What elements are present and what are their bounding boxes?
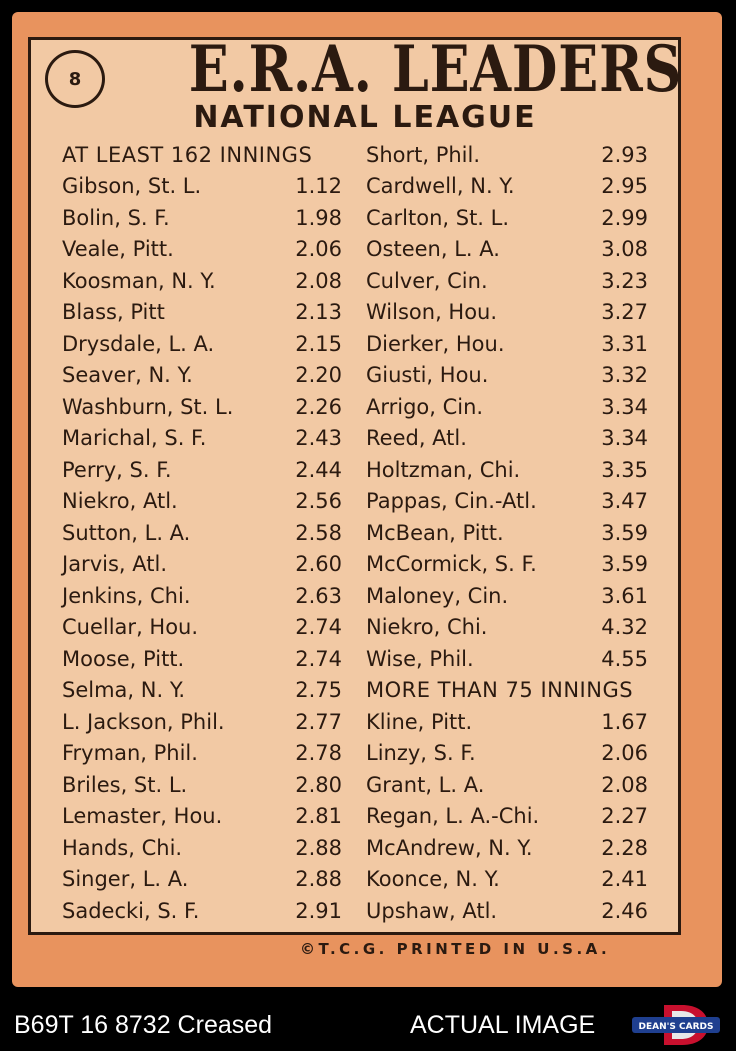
right-stat-75-row <box>366 801 648 833</box>
right-stat-row <box>366 612 648 644</box>
left-stat-row <box>62 265 342 297</box>
right-stat-row <box>366 549 648 581</box>
left-stat-row <box>62 738 342 770</box>
era-value: 2.28 <box>601 835 648 860</box>
era-value: 3.23 <box>601 268 648 293</box>
era-value: 3.27 <box>601 300 648 325</box>
era-value: 3.34 <box>601 426 648 451</box>
card-title: E.R.A. LEADERS <box>188 32 683 107</box>
right-stat-row <box>366 580 648 612</box>
era-value: 3.59 <box>601 520 648 545</box>
pitcher-name: Short, Phil. <box>366 142 481 167</box>
pitcher-name: Veale, Pitt. <box>62 237 174 262</box>
pitcher-name: Maloney, Cin. <box>366 583 509 608</box>
era-value: 1.12 <box>295 174 342 199</box>
pitcher-name: Moose, Pitt. <box>62 646 185 671</box>
era-value: 3.47 <box>601 489 648 514</box>
pitcher-name: Upshaw, Atl. <box>366 898 498 923</box>
era-value: 2.41 <box>601 867 648 892</box>
right-stat-row <box>366 328 648 360</box>
era-value: 3.34 <box>601 394 648 419</box>
pitcher-name: Marichal, S. F. <box>62 426 207 451</box>
card-subtitle: NATIONAL LEAGUE <box>193 100 537 135</box>
pitcher-name: Cuellar, Hou. <box>62 615 199 640</box>
left-stat-row <box>62 360 342 392</box>
left-stat-row <box>62 549 342 581</box>
right-stat-75-row <box>366 769 648 801</box>
pitcher-name: Niekro, Atl. <box>62 489 178 514</box>
pitcher-name: Washburn, St. L. <box>62 394 234 419</box>
pitcher-name: Osteen, L. A. <box>366 237 500 262</box>
era-value: 2.93 <box>601 142 648 167</box>
pitcher-name: Pappas, Cin.-Atl. <box>366 489 537 514</box>
era-value: 2.80 <box>295 772 342 797</box>
era-value: 1.67 <box>601 709 648 734</box>
pitcher-name: Arrigo, Cin. <box>366 394 484 419</box>
pitcher-name: Linzy, S. F. <box>366 741 476 766</box>
era-value: 2.63 <box>295 583 342 608</box>
left-stat-row <box>62 171 342 203</box>
era-value: 3.08 <box>601 237 648 262</box>
pitcher-name: Carlton, St. L. <box>366 205 510 230</box>
pitcher-name: Sadecki, S. F. <box>62 898 200 923</box>
era-value: 2.74 <box>295 615 342 640</box>
pitcher-name: Koosman, N. Y. <box>62 268 216 293</box>
pitcher-name: McBean, Pitt. <box>366 520 504 545</box>
era-value: 2.27 <box>601 804 648 829</box>
era-value: 2.88 <box>295 867 342 892</box>
era-value: 2.81 <box>295 804 342 829</box>
era-value: 2.95 <box>601 174 648 199</box>
right-stat-row <box>366 454 648 486</box>
right-stat-75-row <box>366 738 648 770</box>
pitcher-name: Drysdale, L. A. <box>62 331 215 356</box>
pitcher-name: Niekro, Chi. <box>366 615 488 640</box>
right-stat-row <box>366 360 648 392</box>
pitcher-name: McAndrew, N. Y. <box>366 835 533 860</box>
pitcher-name: Sutton, L. A. <box>62 520 191 545</box>
era-value: 2.78 <box>295 741 342 766</box>
era-value: 2.06 <box>295 237 342 262</box>
left-stat-row <box>62 297 342 329</box>
section-header-162-innings: AT LEAST 162 INNINGS <box>62 142 313 167</box>
era-value: 2.56 <box>295 489 342 514</box>
pitcher-name: Culver, Cin. <box>366 268 488 293</box>
pitcher-name: Fryman, Phil. <box>62 741 198 766</box>
right-stat-75-row <box>366 895 648 927</box>
pitcher-name: McCormick, S. F. <box>366 552 537 577</box>
pitcher-name: Singer, L. A. <box>62 867 189 892</box>
left-stat-row <box>62 769 342 801</box>
right-stat-row <box>366 297 648 329</box>
pitcher-name: Selma, N. Y. <box>62 678 186 703</box>
pitcher-name: Holtzman, Chi. <box>366 457 521 482</box>
era-value: 2.20 <box>295 363 342 388</box>
pitcher-name: Kline, Pitt. <box>366 709 473 734</box>
left-stats-column <box>62 139 342 927</box>
right-stat-row <box>366 171 648 203</box>
right-stat-row <box>366 265 648 297</box>
pitcher-name: Regan, L. A.-Chi. <box>366 804 540 829</box>
left-stat-row <box>62 864 342 896</box>
era-value: 2.75 <box>295 678 342 703</box>
era-value: 3.59 <box>601 552 648 577</box>
pitcher-name: Briles, St. L. <box>62 772 188 797</box>
right-stat-row <box>366 423 648 455</box>
era-value: 2.60 <box>295 552 342 577</box>
right-stat-row <box>366 202 648 234</box>
era-value: 2.91 <box>295 898 342 923</box>
era-value: 2.13 <box>295 300 342 325</box>
pitcher-name: Wise, Phil. <box>366 646 474 671</box>
left-stat-row <box>62 234 342 266</box>
pitcher-name: Perry, S. F. <box>62 457 172 482</box>
card-number: 8 <box>45 50 105 108</box>
left-stat-row <box>62 517 342 549</box>
pitcher-name: Cardwell, N. Y. <box>366 174 515 199</box>
left-stat-row <box>62 580 342 612</box>
pitcher-name: Hands, Chi. <box>62 835 183 860</box>
pitcher-name: Bolin, S. F. <box>62 205 170 230</box>
right-stat-row <box>366 486 648 518</box>
pitcher-name: Giusti, Hou. <box>366 363 489 388</box>
left-stat-row <box>62 486 342 518</box>
right-stat-row <box>366 517 648 549</box>
right-stat-row <box>366 643 648 675</box>
left-stat-row <box>62 328 342 360</box>
era-value: 2.06 <box>601 741 648 766</box>
left-stat-row <box>62 895 342 927</box>
pitcher-name: Grant, L. A. <box>366 772 485 797</box>
left-stat-row <box>62 832 342 864</box>
section-header-75-innings: MORE THAN 75 INNINGS <box>366 678 634 703</box>
era-value: 2.74 <box>295 646 342 671</box>
era-value: 4.32 <box>601 615 648 640</box>
listing-caption: B69T 16 8732 Creased <box>14 1011 273 1039</box>
pitcher-name: Dierker, Hou. <box>366 331 505 356</box>
right-stats-column <box>366 139 648 927</box>
era-value: 2.26 <box>295 394 342 419</box>
right-stat-row <box>366 234 648 266</box>
pitcher-name: Blass, Pitt <box>62 300 165 325</box>
right-stat-75-row <box>366 706 648 738</box>
left-stat-row <box>62 454 342 486</box>
era-value: 2.46 <box>601 898 648 923</box>
era-value: 2.88 <box>295 835 342 860</box>
right-stat-row <box>366 139 648 171</box>
logo-text: DEAN'S CARDS <box>638 1022 714 1032</box>
pitcher-name: Reed, Atl. <box>366 426 467 451</box>
left-stat-row <box>62 801 342 833</box>
era-value: 2.08 <box>601 772 648 797</box>
right-stat-75-row <box>366 864 648 896</box>
era-value: 3.61 <box>601 583 648 608</box>
era-value: 3.35 <box>601 457 648 482</box>
left-stat-row <box>62 391 342 423</box>
era-value: 2.15 <box>295 331 342 356</box>
era-value: 2.99 <box>601 205 648 230</box>
right-stat-75-row <box>366 832 648 864</box>
copyright-line: ©T.C.G. PRINTED IN U.S.A. <box>300 940 611 958</box>
left-stat-row <box>62 202 342 234</box>
left-stat-row <box>62 706 342 738</box>
era-value: 2.43 <box>295 426 342 451</box>
actual-image-label: ACTUAL IMAGE <box>410 1011 596 1039</box>
pitcher-name: Jarvis, Atl. <box>62 552 167 577</box>
deans-cards-logo <box>630 1003 722 1047</box>
era-value: 3.31 <box>601 331 648 356</box>
left-stat-row <box>62 643 342 675</box>
left-stat-row <box>62 612 342 644</box>
era-value: 1.98 <box>295 205 342 230</box>
right-stat-row <box>366 391 648 423</box>
pitcher-name: Gibson, St. L. <box>62 174 202 199</box>
era-value: 2.08 <box>295 268 342 293</box>
pitcher-name: Seaver, N. Y. <box>62 363 193 388</box>
pitcher-name: Jenkins, Chi. <box>62 583 191 608</box>
pitcher-name: Lemaster, Hou. <box>62 804 223 829</box>
pitcher-name: Koonce, N. Y. <box>366 867 500 892</box>
era-value: 2.58 <box>295 520 342 545</box>
left-stat-row <box>62 423 342 455</box>
era-value: 4.55 <box>601 646 648 671</box>
pitcher-name: Wilson, Hou. <box>366 300 498 325</box>
left-stat-row <box>62 675 342 707</box>
era-value: 3.32 <box>601 363 648 388</box>
pitcher-name: L. Jackson, Phil. <box>62 709 225 734</box>
era-value: 2.44 <box>295 457 342 482</box>
era-value: 2.77 <box>295 709 342 734</box>
